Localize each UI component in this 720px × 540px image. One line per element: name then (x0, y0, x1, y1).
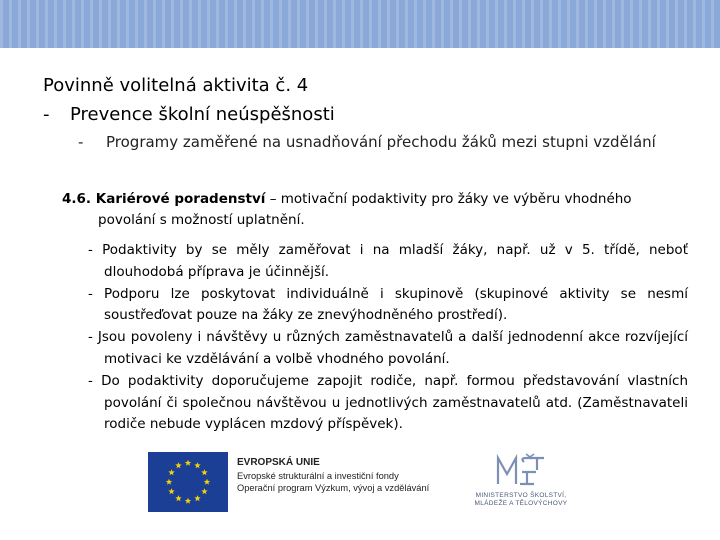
eu-flag-icon (148, 452, 228, 512)
section-heading (62, 189, 672, 231)
list-item: - Do podaktivity doporučujeme zapojit rodiče, např. formou představování vlastních povolání či společnou návštěvou u jednotlivých zaměstnavatelů atd. (Zaměstnavateli rodiče nebude vyplácen mzdový příspěvek). (88, 372, 688, 433)
eu-logo-text (237, 457, 429, 495)
subtitle-dash: - (43, 104, 50, 125)
msmt-name-2: MLÁDEŽE A TĚLOVÝCHOVY (474, 500, 568, 507)
subtitle-text: Prevence školní neúspěšnosti (70, 104, 335, 125)
eu-funds: Evropské strukturální a investiční fondy (237, 470, 399, 481)
msmt-name-1: MINISTERSTVO ŠKOLSTVÍ, (475, 492, 567, 499)
program-text: Programy zaměřené na usnadňování přechodu žáků mezi stupni vzdělání (106, 133, 656, 151)
program-dash: - (78, 133, 84, 151)
page-subtitle (43, 104, 335, 126)
page-title: Povinně volitelná aktivita č. 4 (43, 75, 309, 96)
section-title: 4.6. Kariérové poradenství (62, 191, 266, 207)
list-item: - Podporu lze poskytovat individuálně i skupinově (skupinové aktivity se nesmí soustřeďovat pouze na žáky ze znevýhodněného prostředí). (88, 285, 688, 324)
eu-name: EVROPSKÁ UNIE (237, 457, 320, 468)
list-item: - Jsou povoleny i návštěvy u různých zaměstnavatelů a další jednodenní akce rozvíjející motivaci ke vzdělávání a volbě vhodného povolání. (88, 329, 688, 367)
section-text-1: – motivační podaktivity pro žáky ve výběru vhodného (265, 191, 632, 207)
msmt-logo (466, 452, 576, 514)
bullet-list (88, 240, 688, 436)
msmt-caption (466, 492, 576, 508)
logo-strip (148, 452, 578, 514)
section-text-2: povolání s možností uplatnění. (98, 212, 305, 228)
msmt-logo-icon (466, 452, 576, 492)
header-banner (0, 0, 720, 48)
program-description (78, 132, 658, 152)
eu-programme: Operační program Výzkum, vývoj a vzdělávání (237, 483, 430, 493)
list-item: - Podaktivity by se měly zaměřovat i na mladší žáky, např. už v 5. třídě, neboť dlouhodobá příprava je účinnější. (88, 242, 688, 280)
